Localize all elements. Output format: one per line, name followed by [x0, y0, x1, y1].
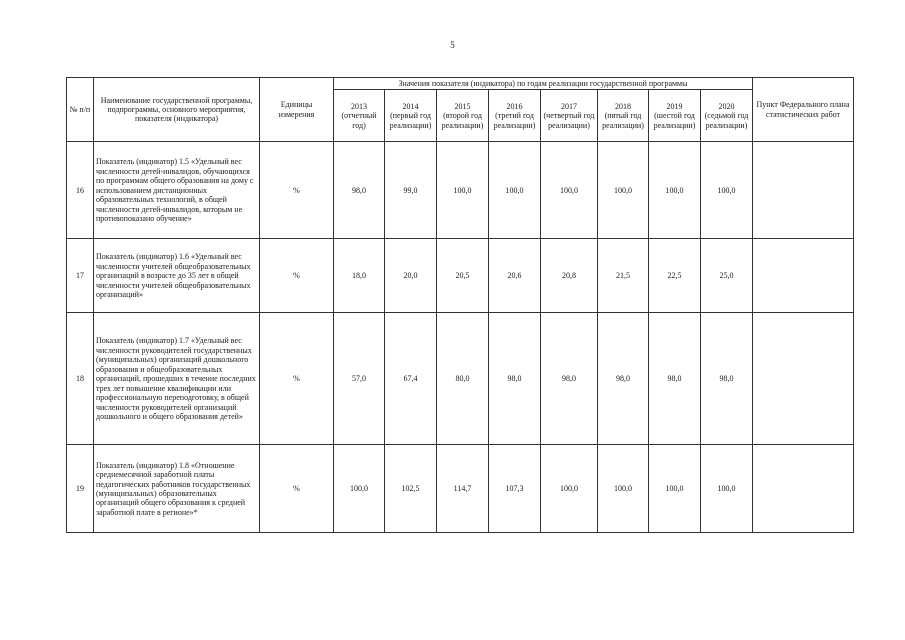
plan-item-cell: [753, 313, 854, 445]
unit-cell: %: [260, 142, 334, 239]
unit-cell: %: [260, 239, 334, 313]
table-row: [67, 445, 854, 533]
header-year-2017: 2017 (четвертый год реализации): [541, 90, 598, 142]
header-year-2014: 2014 (первый год реализации): [385, 90, 437, 142]
value-2016: 98,0: [489, 313, 541, 445]
value-2018: 98,0: [598, 313, 649, 445]
value-2020: 100,0: [701, 142, 753, 239]
unit-cell: %: [260, 445, 334, 533]
value-2015: 20,5: [437, 239, 489, 313]
row-number: 16: [67, 142, 94, 239]
indicator-name: Показатель (индикатор) 1.7 «Удельный вес численности руководителей государственных (муниципальных) организаций дошкольного образования и общеобразовательных организаций, прошедших в течение последних трех лет повышение квалификации или профессиональную переподготовку, в общей численности руководителей организаций дошкольного и общего образования детей»: [94, 313, 260, 445]
value-2014: 20,0: [385, 239, 437, 313]
header-plan-item: Пункт Федерального плана статистических работ: [753, 78, 854, 142]
table-row: [67, 313, 854, 445]
page-number: 5: [450, 40, 455, 50]
value-2016: 107,3: [489, 445, 541, 533]
row-number: 19: [67, 445, 94, 533]
value-2016: 20,6: [489, 239, 541, 313]
header-year-2018: 2018 (пятый год реализации): [598, 90, 649, 142]
value-2013: 98,0: [334, 142, 385, 239]
value-2013: 100,0: [334, 445, 385, 533]
value-2019: 22,5: [649, 239, 701, 313]
value-2018: 21,5: [598, 239, 649, 313]
header-year-2016: 2016 (третий год реализации): [489, 90, 541, 142]
value-2015: 114,7: [437, 445, 489, 533]
value-2019: 100,0: [649, 142, 701, 239]
indicator-name: Показатель (индикатор) 1.6 «Удельный вес численности учителей общеобразовательных организаций в возрасте до 35 лет в общей численности учителей общеобразовательных организаций»: [94, 239, 260, 313]
value-2017: 100,0: [541, 445, 598, 533]
header-unit: Единицы измерения: [260, 78, 334, 142]
value-2017: 20,8: [541, 239, 598, 313]
value-2014: 102,5: [385, 445, 437, 533]
value-2020: 98,0: [701, 313, 753, 445]
header-year-2019: 2019 (шестой год реализации): [649, 90, 701, 142]
header-values-group: Значения показателя (индикатора) по годам реализации государственной программы: [334, 78, 753, 90]
header-num: № п/п: [67, 78, 94, 142]
header-year-2015: 2015 (второй год реализации): [437, 90, 489, 142]
value-2013: 18,0: [334, 239, 385, 313]
value-2020: 100,0: [701, 445, 753, 533]
plan-item-cell: [753, 445, 854, 533]
table-row: [67, 142, 854, 239]
value-2017: 100,0: [541, 142, 598, 239]
value-2015: 80,0: [437, 313, 489, 445]
header-name: Наименование государственной программы, подпрограммы, основного мероприятия, показателя (индикатора): [94, 78, 260, 142]
value-2018: 100,0: [598, 142, 649, 239]
indicator-name: Показатель (индикатор) 1.5 «Удельный вес численности детей-инвалидов, обучающихся по программам общего образования на дому с использованием дистанционных образовательных технологий, в общей численности детей-инвалидов, которым не противопоказано обучение»: [94, 142, 260, 239]
value-2018: 100,0: [598, 445, 649, 533]
plan-item-cell: [753, 239, 854, 313]
value-2013: 57,0: [334, 313, 385, 445]
header-year-2020: 2020 (седьмой год реализации): [701, 90, 753, 142]
value-2014: 99,0: [385, 142, 437, 239]
value-2019: 98,0: [649, 313, 701, 445]
indicator-name: Показатель (индикатор) 1.8 «Отношение среднемесячной заработной платы педагогических работников государственных (муниципальных) образовательных организаций общего образования к средней заработной плате в регионе»*: [94, 445, 260, 533]
value-2020: 25,0: [701, 239, 753, 313]
header-year-2013: 2013 (отчетный год): [334, 90, 385, 142]
value-2014: 67,4: [385, 313, 437, 445]
row-number: 17: [67, 239, 94, 313]
value-2019: 100,0: [649, 445, 701, 533]
value-2017: 98,0: [541, 313, 598, 445]
table-row: [67, 239, 854, 313]
value-2015: 100,0: [437, 142, 489, 239]
value-2016: 100,0: [489, 142, 541, 239]
indicators-table: [66, 77, 854, 533]
row-number: 18: [67, 313, 94, 445]
plan-item-cell: [753, 142, 854, 239]
unit-cell: %: [260, 313, 334, 445]
